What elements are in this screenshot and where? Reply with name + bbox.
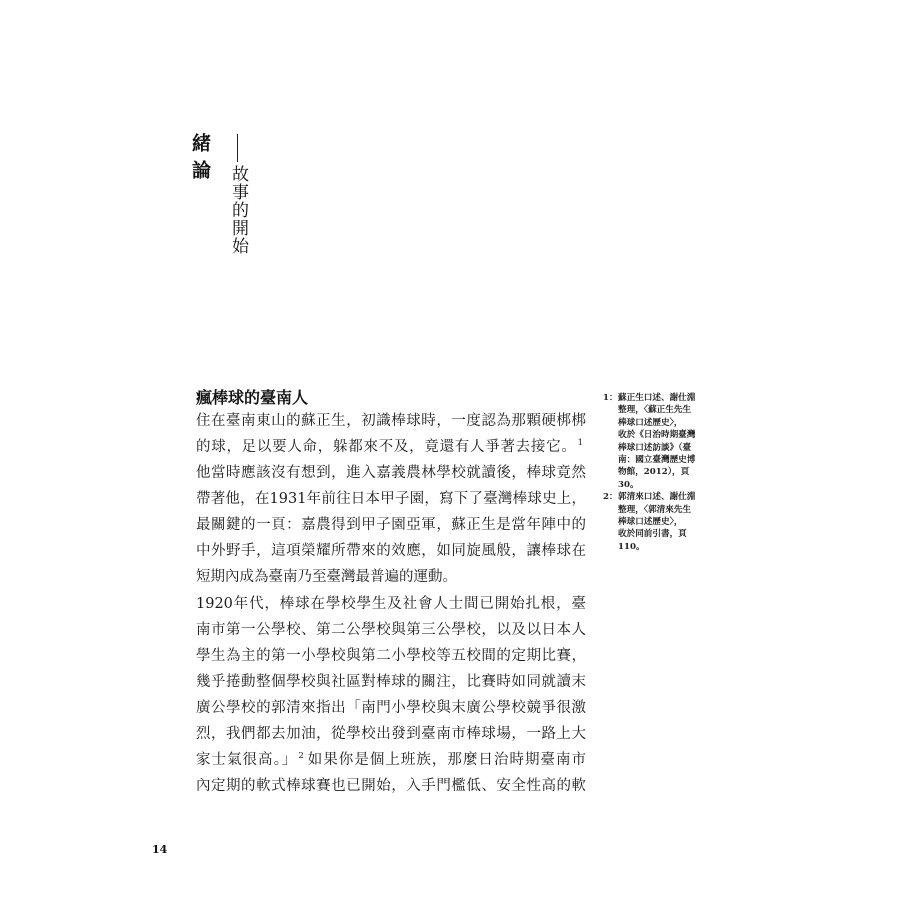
footnote-line: 收於同前引書，頁 (618, 529, 687, 540)
footnote-line: 30。 (618, 479, 639, 490)
footnote-line: 整理，〈郭清來先生 (618, 504, 692, 515)
footnote-line: 蘇正生口述、謝仕淵 (618, 393, 696, 403)
body-text (196, 408, 586, 799)
body-line: 短期內成為臺南乃至臺灣最普遍的運動。 (196, 569, 457, 585)
chapter-subtitle: 故事的開始 (228, 165, 248, 255)
footnote-ref: 2 (298, 751, 304, 762)
footnote-1 (603, 392, 707, 491)
footnote-number: 2： (603, 492, 618, 503)
footnote-line: 棒球口述歷史〉， (618, 516, 683, 527)
body-line: 中外野手，這項榮耀所帶來的效應，如同旋風般，讓棒球在 (196, 543, 586, 559)
body-line: 住在臺南東山的蘇正生，初識棒球時，一度認為那顆硬梆梆 (196, 413, 586, 429)
chapter-dash-divider (237, 134, 238, 162)
body-line (196, 747, 586, 773)
chapter-title: 緒論 (189, 133, 211, 187)
footnote-line: 物館，2012），頁 (618, 467, 690, 478)
body-line: 南市第一公學校、第二公學校與第三公學校，以及以日本人 (196, 622, 586, 638)
section-heading: 瘋棒球的臺南人 (196, 388, 309, 407)
footnote-line: 棒球口述訪談》（臺 (618, 442, 692, 453)
footnote-line: 郭清來口述、謝仕淵 (618, 492, 696, 503)
footnote-ref: 1 (577, 438, 583, 449)
footnote-line: 棒球口述歷史〉， (618, 417, 683, 428)
footnote-line: 110。 (618, 541, 645, 552)
footnotes (603, 392, 707, 553)
body-line: 1920年代，棒球在學校學生及社會人士間已開始扎根，臺 (196, 596, 586, 612)
body-line: 內定期的軟式棒球賽也已開始，入手門檻低、安全性高的軟 (196, 778, 586, 794)
body-line: 烈，我們都去加油，從學校出發到臺南市棒球場，一路上大 (196, 726, 586, 742)
footnote-line: 南：國立臺灣歷史博 (618, 454, 696, 465)
body-line-text: 如果你是個上班族，那麼日治時期臺南市 (306, 752, 587, 768)
footnote-2 (603, 491, 707, 553)
body-line (196, 434, 586, 460)
footnote-line: 收於《日治時期臺灣 (618, 430, 696, 441)
body-line-text: 的球，足以要人命，躲都來不及，竟還有人爭著去接它。 (196, 439, 577, 455)
body-line: 幾乎捲動整個學校與社區對棒球的關注，比賽時如同就讀末 (196, 674, 586, 690)
body-line: 他當時應該沒有想到，進入嘉義農林學校就讀後，棒球竟然 (196, 465, 586, 481)
body-line: 帶著他，在1931年前往日本甲子園，寫下了臺灣棒球史上， (196, 491, 586, 507)
body-line: 廣公學校的郭清來指出「南門小學校與末廣公學校競爭很激 (196, 700, 586, 716)
footnote-line: 整理，〈蘇正生先生 (618, 405, 692, 416)
body-line: 學生為主的第一小學校與第二小學校等五校間的定期比賽， (196, 648, 586, 664)
footnote-number: 1： (603, 393, 618, 403)
page-number: 14 (152, 843, 168, 856)
body-line: 最關鍵的一頁：嘉農得到甲子園亞軍，蘇正生是當年陣中的 (196, 517, 586, 533)
body-line-text: 家士氣很高。」 (196, 752, 298, 768)
